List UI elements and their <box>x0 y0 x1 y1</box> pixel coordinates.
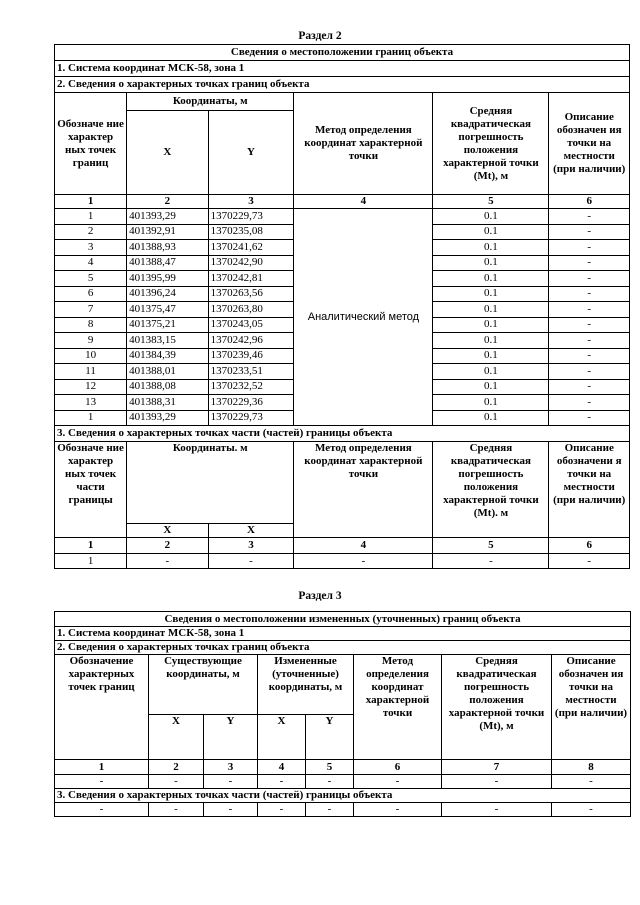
x-value: 401388,47 <box>127 255 209 271</box>
desc-value: - <box>549 333 630 349</box>
error-value: 0.1 <box>433 348 549 364</box>
desc-value: - <box>549 209 630 225</box>
error-value: 0.1 <box>433 240 549 256</box>
y-value: 1370239,46 <box>208 348 294 364</box>
part-header-x: X <box>127 524 209 538</box>
error-value: 0.1 <box>433 271 549 287</box>
y-value: 1370242,90 <box>208 255 294 271</box>
col-num: 1 <box>55 538 127 554</box>
points-info-row: 2. Сведения о характерных точках границ объекта <box>55 77 630 93</box>
y-value: 1370229,36 <box>208 395 294 411</box>
error-value: 0.1 <box>433 209 549 225</box>
y-value: 1370243,05 <box>208 317 294 333</box>
cell: - <box>208 554 294 569</box>
point-number: 8 <box>55 317 127 333</box>
col-num: 1 <box>55 760 149 775</box>
col-num: 6 <box>549 195 630 209</box>
x-value: 401375,21 <box>127 317 209 333</box>
x-value: 401388,93 <box>127 240 209 256</box>
table-row <box>55 554 630 569</box>
header-method: Метод определения координат характерной точки <box>354 655 442 760</box>
point-number: 4 <box>55 255 127 271</box>
error-value: 0.1 <box>433 286 549 302</box>
x-value: 401392,91 <box>127 224 209 240</box>
col-num: 5 <box>306 760 354 775</box>
y-value: 1370263,80 <box>208 302 294 318</box>
header-x: X <box>258 715 306 760</box>
point-number: 9 <box>55 333 127 349</box>
cell: - <box>306 775 354 789</box>
desc-value: - <box>549 240 630 256</box>
x-value: 401396,24 <box>127 286 209 302</box>
cell: - <box>149 803 204 817</box>
point-number: 5 <box>55 271 127 287</box>
coordinate-system-row: 1. Система координат МСК-58, зона 1 <box>55 61 630 77</box>
x-value: 401395,99 <box>127 271 209 287</box>
cell: - <box>55 775 149 789</box>
points-info-row: 2. Сведения о характерных точках границ объекта <box>55 641 631 655</box>
cell: - <box>258 775 306 789</box>
cell: - <box>149 775 204 789</box>
point-number: 2 <box>55 224 127 240</box>
col-num: 4 <box>294 195 433 209</box>
part-header-method: Метод определения координат характерной точки <box>294 442 433 538</box>
desc-value: - <box>549 286 630 302</box>
point-number: 1 <box>55 209 127 225</box>
header-desc: Описание обозначен ия точки на местности (при наличии) <box>552 655 631 760</box>
cell: - <box>127 554 209 569</box>
col-num: 7 <box>442 760 552 775</box>
error-value: 0.1 <box>433 255 549 271</box>
desc-value: - <box>549 317 630 333</box>
desc-value: - <box>549 410 630 426</box>
coordinate-system-row: 1. Система координат МСК-58, зона 1 <box>55 627 631 641</box>
col-num: 4 <box>258 760 306 775</box>
header-point: Обозначе ние характер ных точек границ <box>55 93 127 195</box>
cell: - <box>549 554 630 569</box>
point-number: 7 <box>55 302 127 318</box>
col-num: 3 <box>208 195 294 209</box>
point-number: 11 <box>55 364 127 380</box>
error-value: 0.1 <box>433 333 549 349</box>
x-value: 401384,39 <box>127 348 209 364</box>
part-header-point: Обозначе ние характер ных точек части границы <box>55 442 127 538</box>
col-num: 2 <box>127 195 209 209</box>
error-value: 0.1 <box>433 395 549 411</box>
part-header-coords: Координаты. м <box>127 442 294 524</box>
header-y: Y <box>208 111 294 195</box>
col-num: 8 <box>552 760 631 775</box>
desc-value: - <box>549 395 630 411</box>
x-value: 401388,08 <box>127 379 209 395</box>
x-value: 401383,15 <box>127 333 209 349</box>
cell: - <box>354 803 442 817</box>
y-value: 1370229,73 <box>208 209 294 225</box>
error-value: 0.1 <box>433 410 549 426</box>
cell: - <box>552 803 631 817</box>
cell: - <box>294 554 433 569</box>
y-value: 1370233,51 <box>208 364 294 380</box>
header-y: Y <box>204 715 258 760</box>
point-number: 3 <box>55 240 127 256</box>
y-value: 1370241,62 <box>208 240 294 256</box>
cell: - <box>306 803 354 817</box>
y-value: 1370232,52 <box>208 379 294 395</box>
section-2-table-title: Сведения о местоположении границ объекта <box>55 45 630 61</box>
col-num: 6 <box>549 538 630 554</box>
header-x: X <box>127 111 209 195</box>
col-num: 1 <box>55 195 127 209</box>
x-value: 401375,47 <box>127 302 209 318</box>
x-value: 401388,31 <box>127 395 209 411</box>
point-number: 10 <box>55 348 127 364</box>
x-value: 401388,01 <box>127 364 209 380</box>
desc-value: - <box>549 271 630 287</box>
col-num: 6 <box>354 760 442 775</box>
header-existing-coords: Существующие координаты, м <box>149 655 258 715</box>
error-value: 0.1 <box>433 317 549 333</box>
x-value: 401393,29 <box>127 209 209 225</box>
header-y: Y <box>306 715 354 760</box>
cell: 1 <box>55 554 127 569</box>
error-value: 0.1 <box>433 364 549 380</box>
y-value: 1370229,73 <box>208 410 294 426</box>
point-number: 12 <box>55 379 127 395</box>
error-value: 0.1 <box>433 379 549 395</box>
cell: - <box>442 775 552 789</box>
cell: - <box>552 775 631 789</box>
error-value: 0.1 <box>433 302 549 318</box>
part-header-x: X <box>208 524 294 538</box>
desc-value: - <box>549 379 630 395</box>
header-coords: Координаты, м <box>127 93 294 111</box>
section-3-title: Раздел 3 <box>298 590 342 602</box>
section-2-table <box>54 44 630 569</box>
y-value: 1370263,56 <box>208 286 294 302</box>
cell: - <box>442 803 552 817</box>
part-points-row: 3. Сведения о характерных точках части (частей) границы объекта <box>55 426 630 442</box>
point-number: 1 <box>55 410 127 426</box>
cell: - <box>204 803 258 817</box>
col-num: 3 <box>208 538 294 554</box>
header-error: Средняя квадратическая погрешность положения характерной точки (Mt), м <box>442 655 552 760</box>
cell: - <box>433 554 549 569</box>
cell: - <box>204 775 258 789</box>
col-num: 4 <box>294 538 433 554</box>
error-value: 0.1 <box>433 224 549 240</box>
part-header-desc: Описание обозначени я точки на местности (при наличии) <box>549 442 630 538</box>
cell: - <box>55 803 149 817</box>
cell: - <box>354 775 442 789</box>
part-header-error: Средняя квадратическая погрешность положения характерной точки (Mt). м <box>433 442 549 538</box>
cell: - <box>258 803 306 817</box>
table-row <box>55 775 631 789</box>
method-value: Аналитический метод <box>294 209 433 426</box>
desc-value: - <box>549 348 630 364</box>
section-3-table-title: Сведения о местоположении измененных (уточненных) границ объекта <box>55 612 631 627</box>
section-3-table <box>54 611 631 817</box>
point-number: 6 <box>55 286 127 302</box>
col-num: 5 <box>433 195 549 209</box>
header-changed-coords: Измененные (уточненные) координаты, м <box>258 655 354 715</box>
header-error: Средняя квадратическая погрешность положения характерной точки (Mt), м <box>433 93 549 195</box>
col-num: 2 <box>149 760 204 775</box>
y-value: 1370242,81 <box>208 271 294 287</box>
header-x: X <box>149 715 204 760</box>
desc-value: - <box>549 255 630 271</box>
header-desc: Описание обозначен ия точки на местности (при наличии) <box>549 93 630 195</box>
x-value: 401393,29 <box>127 410 209 426</box>
y-value: 1370235,08 <box>208 224 294 240</box>
point-number: 13 <box>55 395 127 411</box>
header-point: Обозначение характерных точек границ <box>55 655 149 760</box>
table-row <box>55 209 630 225</box>
col-num: 3 <box>204 760 258 775</box>
header-method: Метод определения координат характерной точки <box>294 93 433 195</box>
desc-value: - <box>549 302 630 318</box>
col-num: 5 <box>433 538 549 554</box>
table-row <box>55 803 631 817</box>
y-value: 1370242,96 <box>208 333 294 349</box>
col-num: 2 <box>127 538 209 554</box>
part-points-row: 3. Сведения о характерных точках части (частей) границы объекта <box>55 789 631 803</box>
section-2-title: Раздел 2 <box>298 30 342 42</box>
desc-value: - <box>549 364 630 380</box>
desc-value: - <box>549 224 630 240</box>
